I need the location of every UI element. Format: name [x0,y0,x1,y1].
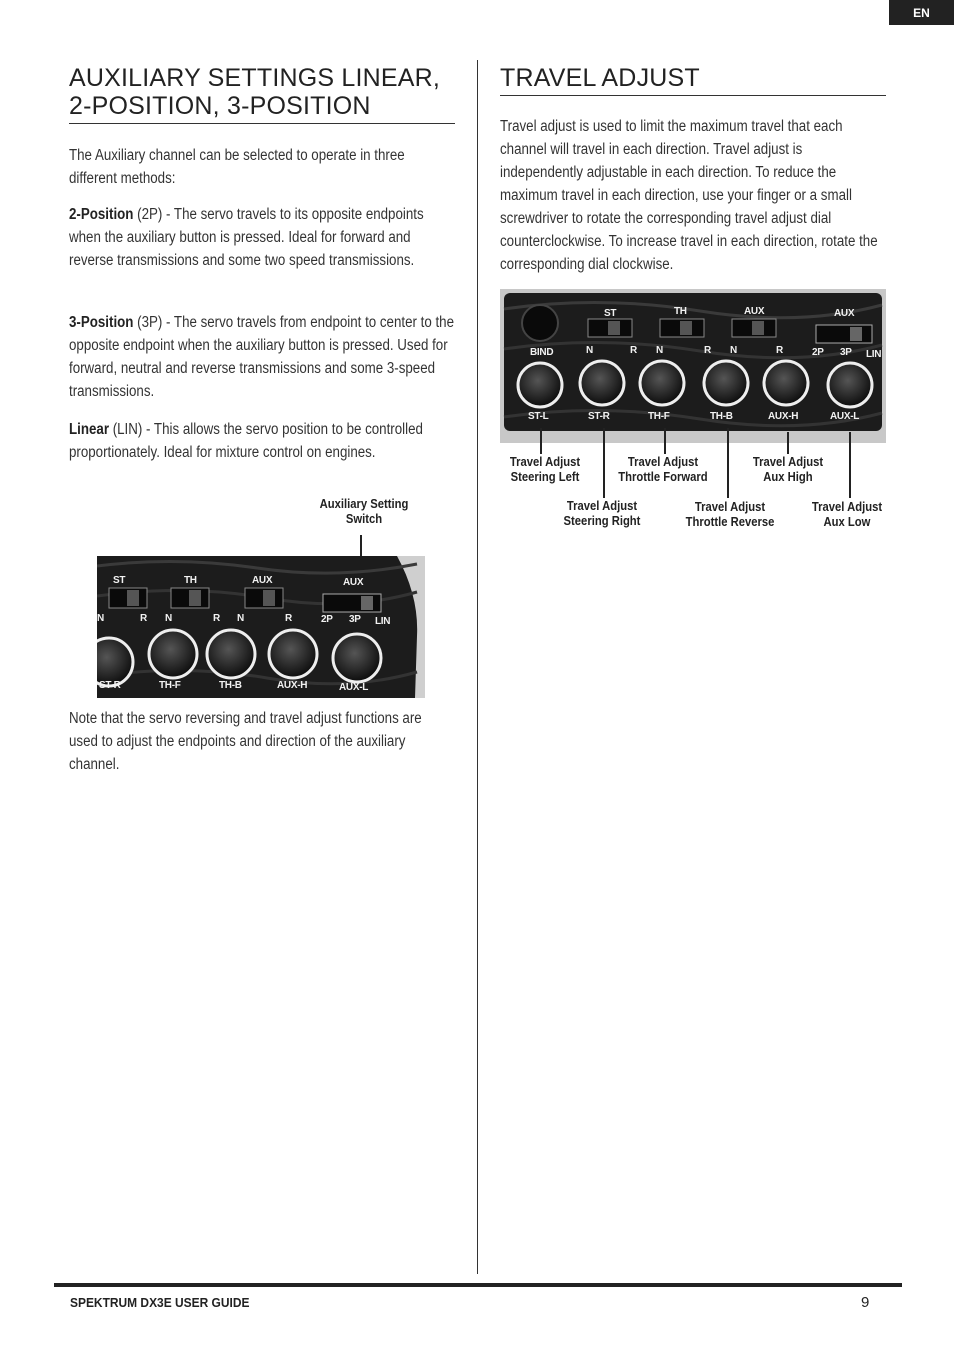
aux-switch-leader [360,535,362,557]
linear-desc: Linear (LIN) - This allows the servo position to be controlled proportionately. Ideal for mixture control on engines. [69,421,423,461]
leader-steering-left [540,428,542,454]
callout-steering-right: Travel Adjust Steering Right [563,499,641,528]
aux-settings-heading: AUXILIARY SETTINGS LINEAR, 2-POSITION, 3-POSITION [69,64,455,124]
callout-throttle-forward: Travel Adjust Throttle Forward [618,455,708,484]
leader-steering-right [603,428,605,498]
callout-aux-high: Travel Adjust Aux High [752,455,824,484]
callout-throttle-reverse: Travel Adjust Throttle Reverse [685,500,775,529]
leader-aux-high [787,432,789,454]
leader-aux-low [849,432,851,498]
column-divider [477,60,478,1274]
travel-adjust-section [500,64,886,273]
leader-throttle-reverse [727,428,729,498]
callout-aux-low: Travel Adjust Aux Low [811,500,883,529]
page-number: 9 [861,1294,870,1311]
travel-panel-illustration [500,289,886,443]
aux-intro: The Auxiliary channel can be selected to operate in three different methods: [69,147,405,187]
leader-throttle-forward [664,428,666,454]
language-tab: EN [889,0,954,25]
travel-adjust-heading: TRAVEL ADJUST [500,64,886,96]
callout-steering-left: Travel Adjust Steering Left [509,455,581,484]
footer-title: SPEKTRUM DX3E USER GUIDE [70,1295,250,1310]
footer-rule [54,1283,902,1287]
travel-adjust-panel-photo: BIND ST TH AUX AUX N R N R N R 2P 3P LIN ST-L ST-R TH-F TH-B AUX-H AUX-L [500,289,886,443]
aux-setting-switch-callout: Auxiliary Setting Switch [319,497,409,526]
three-position-desc: 3-Position (3P) - The servo travels from endpoint to center to the opposite endpoint when the auxiliary button is pressed. Used for forward, neutral and reverse transmissions and some 3-speed transmissions. [69,314,454,400]
note-text: Note that the servo reversing and travel adjust functions are used to adjust the endpoints and direction of the auxiliary channel. [69,710,422,773]
two-position-desc: 2-Position (2P) - The servo travels to its opposite endpoints when the auxiliary button is pressed. Ideal for forward and reverse transmissions and some two speed transmissions. [69,206,424,269]
aux-panel-photo: ST TH AUX AUX N R N R N R 2P 3P LIN ST-R TH-F TH-B AUX-H AUX-L [97,556,425,698]
travel-adjust-body: Travel adjust is used to limit the maximum travel that each channel will travel in each direction. Travel adjust is independently adjustable in each direction. To reduce the maximum travel in each direction, use your finger or a small screwdriver to rotate the corresponding travel adjust dial counterclockwise. To increase travel in each direction, rotate the corresponding dial clockwise. [500,118,878,273]
